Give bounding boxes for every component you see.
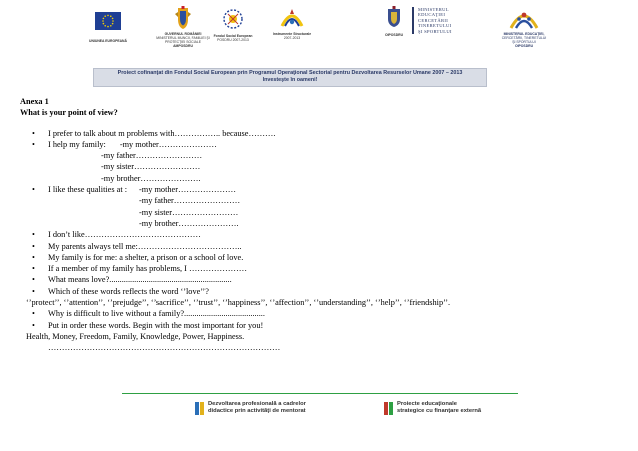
header-logos — [0, 6, 638, 66]
question-8: • What means love?........................................................... — [20, 274, 620, 285]
question-3 — [20, 184, 620, 195]
question-2-label: I help my family: — [48, 139, 106, 149]
question-3-label: I like these qualities at : — [48, 185, 128, 195]
question-1: • I prefer to talk about m problems with…………….. because………. — [20, 128, 620, 139]
question-5: • My parents always tell me:……………………………….. — [20, 241, 620, 252]
project-mark-icon — [195, 402, 204, 415]
question-2-father: -my father…………………… — [101, 151, 203, 161]
banner-line-1: Proiect cofinanţat din Fondul Social European prin Programul Operaţional Sectorial pentru Dezvoltarea Resurselor Umane 2007 – 2013 — [117, 70, 463, 76]
fse-caption: Fondul Social European POSDRU 2007-2013 — [213, 34, 253, 42]
oiposdru-logo — [374, 6, 414, 37]
oiposdru-caption: OIPOSDRU — [384, 33, 404, 37]
project-mark-icon — [384, 402, 393, 415]
footer-divider — [122, 393, 518, 394]
coat-of-arms-icon — [175, 6, 191, 30]
footer-left — [208, 401, 306, 416]
question-3-sister: -my sister…………………… — [139, 207, 239, 217]
document-body — [20, 96, 620, 354]
eu-caption: UNIUNEA EUROPEANĂ — [89, 39, 127, 43]
fse-logo — [206, 8, 260, 42]
question-9: • Which of these words reflects the word ‘’love’’? — [20, 286, 620, 297]
eu-logo — [86, 12, 130, 43]
question-3-mother: -my mother………………… — [139, 185, 237, 195]
is-logo — [266, 6, 318, 40]
question-6: • My family is for me: a shelter, a prison or a school of love. — [20, 252, 620, 263]
footer-left-line-2: didactice prin activităţi de mentorat — [208, 408, 306, 415]
is-caption: Instrumente Structurale 2007-2013 — [272, 32, 312, 40]
question-11: • Put in order these words. Begin with the most important for you! — [20, 320, 620, 331]
structural-instruments-icon — [279, 6, 305, 30]
footer-right — [397, 401, 481, 416]
answer-dots: ………………………………………………………………………… — [48, 343, 281, 353]
question-4: • I don’t like…………………………………… — [20, 229, 620, 240]
ministry-logo — [488, 6, 560, 48]
annex-label: Anexa 1 — [20, 97, 49, 106]
fse-mark-icon — [222, 8, 244, 30]
question-3-brother: -my brother…………………. — [139, 218, 239, 228]
document-title: What is your point of view? — [20, 108, 118, 118]
love-words-list: ‘’protect’’, ‘’attention’’, ‘’prejudge’’, ‘’sacrifice’’, ‘’trust’’, ‘’happiness’’, ‘’affection’’, ‘’understanding’’, ‘’help’’, ‘’friendship’’. — [26, 298, 451, 308]
people-arch-icon — [507, 6, 541, 30]
values-list: Health, Money, Freedom, Family, Knowledge, Power, Happiness. — [26, 331, 245, 341]
footer-right-line-2: strategice cu finanţare externă — [397, 408, 482, 415]
question-2 — [20, 139, 620, 150]
footer-left-line-1: Dezvoltarea profesională a cadrelor — [208, 401, 306, 407]
banner-line-2: Investeşte în oameni! — [262, 77, 318, 83]
question-7: • If a member of my family has problems, I ………………… — [20, 263, 620, 274]
ministry-caption: MINISTERUL EDUCAŢIEI, CERCETĂRII, TINERETULUI ŞI SPORTULUI OIPOSDRU — [501, 32, 547, 48]
gov-caption: GUVERNUL ROMÂNIEI MINISTERUL MUNCII, FAMILIEI ŞI PROTECŢIEI SOCIALE AMPOSDRU — [156, 32, 210, 48]
question-2-brother: -my brother…………………. — [101, 173, 201, 183]
question-2-mother: -my mother………………… — [119, 139, 217, 149]
ministry-title: MINISTERUL EDUCAŢIEI CERCETĂRII TINERETULUI ŞI SPORTULUI — [412, 7, 464, 34]
ministry-crest-icon — [386, 6, 402, 28]
question-10: • Why is difficult to live without a family?....................................... — [20, 308, 620, 319]
cofinancing-banner — [93, 68, 487, 87]
question-2-sister: -my sister…………………… — [101, 162, 201, 172]
question-3-father: -my father…………………… — [139, 196, 241, 206]
eu-flag-icon — [95, 12, 121, 30]
footer-right-line-1: Proiecte educaţionale — [397, 401, 457, 407]
